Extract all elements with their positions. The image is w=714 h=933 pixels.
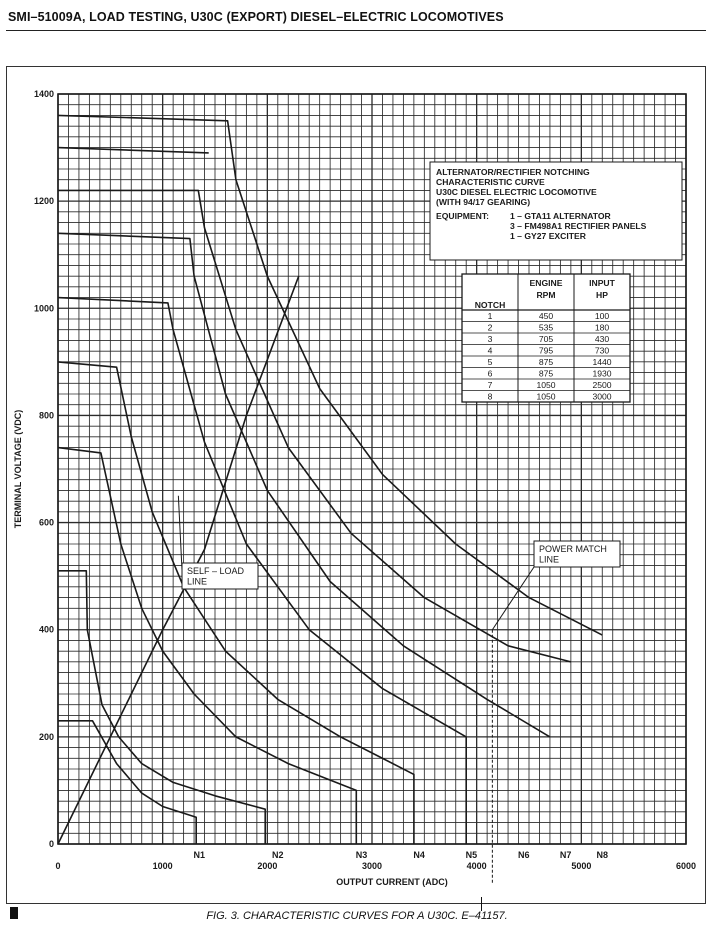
table-cell: 2500 xyxy=(592,380,612,390)
table-cell: 705 xyxy=(538,334,554,344)
table-cell: 7 xyxy=(487,380,493,390)
y-axis-title: TERMINAL VOLTAGE (VDC) xyxy=(13,409,23,529)
equipment-line: 1 – GY27 EXCITER xyxy=(510,231,586,241)
x-axis-title: OUTPUT CURRENT (ADC) xyxy=(336,877,448,887)
curve-n7-upper- xyxy=(58,148,209,153)
table-cell: 875 xyxy=(538,357,554,367)
figure-caption: FIG. 3. CHARACTERISTIC CURVES FOR A U30C. E–41157. xyxy=(206,910,508,922)
table-header: ENGINE xyxy=(529,278,563,288)
y-tick-label: 200 xyxy=(38,731,54,742)
equipment-line: 1 – GTA11 ALTERNATOR xyxy=(510,211,611,221)
notch-label: N4 xyxy=(413,850,425,860)
caption-marker xyxy=(481,897,482,911)
self-load-line xyxy=(58,276,299,844)
y-tick-label: 0 xyxy=(48,839,54,849)
table-header: RPM xyxy=(536,290,556,300)
title-box xyxy=(430,162,682,260)
title-line: ALTERNATOR/RECTIFIER NOTCHING xyxy=(436,167,590,177)
table-cell: 1 xyxy=(487,311,493,321)
x-tick-label: 3000 xyxy=(361,861,383,871)
curve-n3 xyxy=(58,448,356,844)
notch-label: N2 xyxy=(272,850,284,860)
table-cell: 180 xyxy=(594,322,610,333)
y-tick-label: 1200 xyxy=(33,196,54,207)
x-tick-label: 2000 xyxy=(257,861,278,871)
notch-label: N6 xyxy=(518,850,530,860)
table-cell: 1440 xyxy=(592,357,612,367)
y-tick-label: 1000 xyxy=(33,303,54,314)
table-cell: 730 xyxy=(594,345,610,356)
y-tick-label: 600 xyxy=(38,517,54,528)
title-line: (WITH 94/17 GEARING) xyxy=(436,197,531,207)
table-cell: 100 xyxy=(594,311,610,321)
y-tick-label: 400 xyxy=(38,624,54,635)
table-cell: 8 xyxy=(487,391,493,402)
table-cell: 5 xyxy=(487,357,493,367)
table-cell: 3 xyxy=(487,334,493,344)
y-tick-label: 800 xyxy=(38,410,54,421)
notch-label: N5 xyxy=(465,850,478,860)
title-line: CHARACTERISTIC CURVE xyxy=(436,177,545,187)
self-load-label xyxy=(182,563,258,589)
table-header: NOTCH xyxy=(474,300,506,310)
table-cell: 430 xyxy=(594,334,610,344)
table-cell: 4 xyxy=(487,345,493,356)
title-line: U30C DIESEL ELECTRIC LOCOMOTIVE xyxy=(436,187,597,197)
table-cell: 1930 xyxy=(592,368,612,379)
x-tick-label: 0 xyxy=(55,861,61,871)
box-text: POWER MATCH xyxy=(539,544,607,554)
table-cell: 2 xyxy=(487,322,493,333)
table-header: HP xyxy=(596,290,608,300)
table-cell: 535 xyxy=(538,322,554,333)
x-tick-label: 6000 xyxy=(675,861,697,871)
table-cell: 450 xyxy=(538,311,554,321)
page-header: SMI–51009A, LOAD TESTING, U30C (EXPORT) DIESEL–ELECTRIC LOCOMOTIVES xyxy=(8,10,504,24)
y-tick-label: 1400 xyxy=(33,89,54,99)
equipment-line: 3 – FM498A1 RECTIFIER PANELS xyxy=(510,221,647,231)
box-text: LINE xyxy=(539,554,560,565)
equipment-label: EQUIPMENT: xyxy=(436,211,489,221)
notch-label: N1 xyxy=(193,850,206,860)
notch-label: N3 xyxy=(355,850,368,860)
table-cell: 1050 xyxy=(536,380,556,390)
x-tick-label: 4000 xyxy=(466,861,487,871)
x-tick-label: 1000 xyxy=(152,861,173,871)
table-cell: 795 xyxy=(538,345,554,356)
table-cell: 3000 xyxy=(592,391,612,402)
table-cell: 1050 xyxy=(536,391,556,402)
box-text: SELF – LOAD xyxy=(187,566,245,576)
table-cell: 875 xyxy=(538,368,554,379)
table-cell: 6 xyxy=(487,368,493,379)
notch-label: N8 xyxy=(596,850,609,860)
box-text: LINE xyxy=(187,576,208,587)
x-tick-label: 5000 xyxy=(571,861,592,871)
table-header: INPUT xyxy=(589,278,615,288)
notch-table xyxy=(462,274,630,402)
notch-label: N7 xyxy=(559,850,572,860)
power-match-label xyxy=(534,541,620,567)
